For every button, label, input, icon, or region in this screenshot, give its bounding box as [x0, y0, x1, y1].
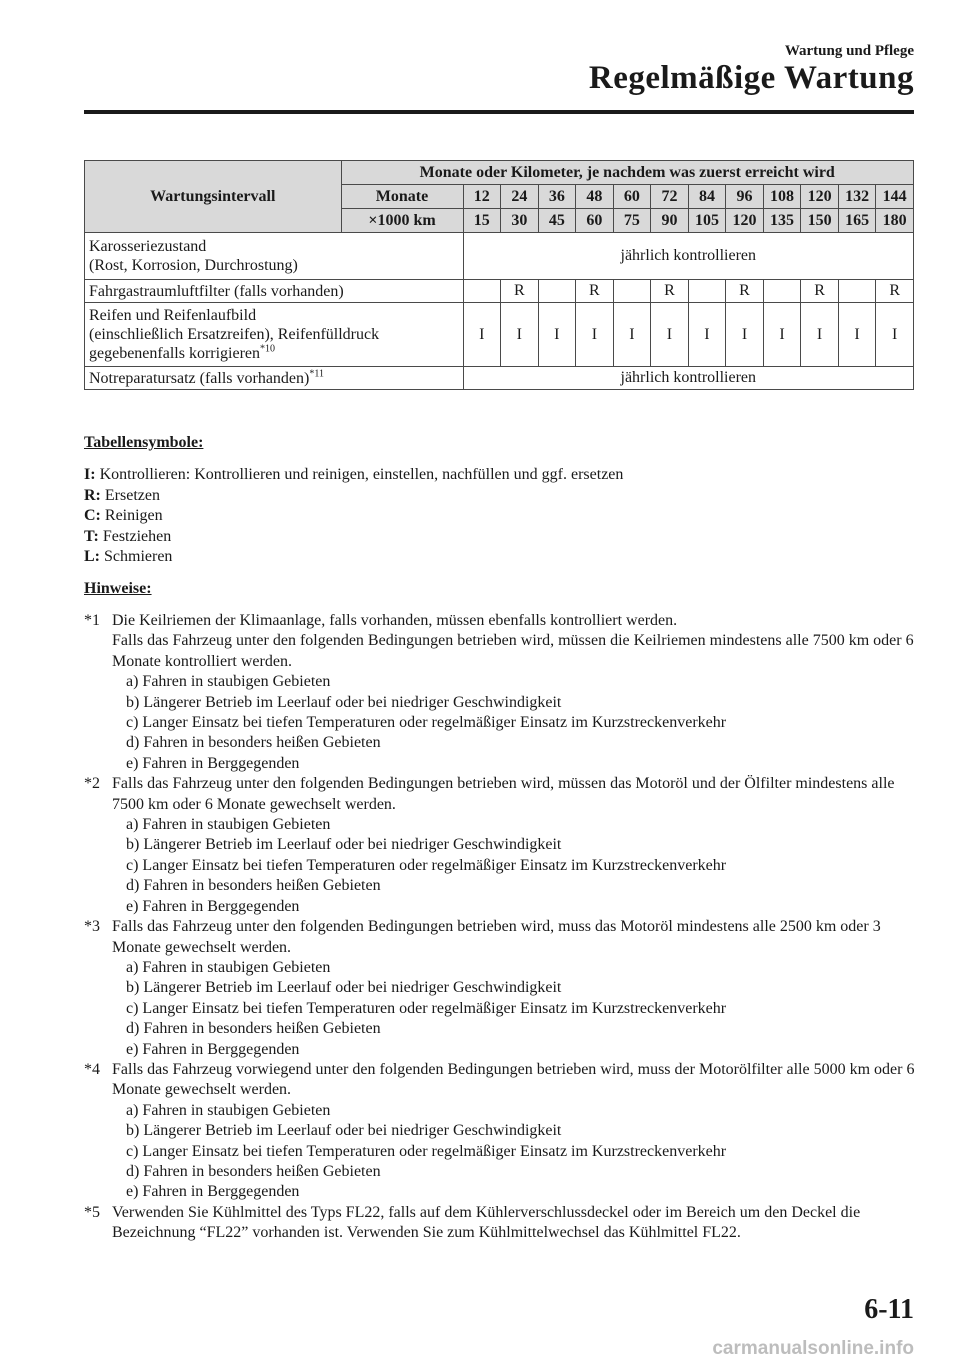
month-cell: 24: [501, 185, 539, 209]
note-text: Die Keilriemen der Klimaanlage, falls vorhanden, müssen ebenfalls kontrolliert werden.: [112, 612, 678, 629]
note-text: Falls das Fahrzeug vorwiegend unter den folgenden Bedingungen betrieben wird, muss der Motorölfilter alle 5000 km oder 6 Monate gewechselt werden.: [112, 1060, 915, 1099]
row-label-text: Notreparatursatz (falls vorhanden): [89, 369, 310, 387]
row-label-line: (einschließlich Ersatzreifen), Reifenfülldruck: [89, 326, 380, 343]
note-item: [84, 611, 920, 774]
legend-item: [84, 486, 623, 507]
month-cell: 132: [838, 185, 876, 209]
legend-text: Kontrollieren: Kontrollieren und reinigen, einstellen, nachfüllen und ggf. ersetzen: [99, 466, 624, 483]
value-cell: I: [613, 303, 651, 367]
value-cell: I: [876, 303, 914, 367]
legend-list: [84, 465, 623, 568]
legend-item: [84, 527, 623, 548]
note-text: Verwenden Sie Kühlmittel des Typs FL22, falls auf dem Kühlerverschlussdeckel oder im Bereich um den Deckel die Bezeichnung “FL22” vorhanden ist. Verwenden Sie zum Kühlmittelwechsel das Kühlmittel FL22.: [112, 1203, 861, 1242]
header-rule: [84, 110, 914, 114]
note-item: [84, 917, 920, 1060]
legend-text: Reinigen: [104, 507, 163, 524]
note-condition: a) Fahren in staubigen Gebieten: [126, 816, 331, 834]
legend-symbol: C:: [84, 507, 101, 524]
legend-item: [84, 547, 623, 568]
month-cell: 72: [651, 185, 689, 209]
note-condition: b) Längerer Betrieb im Leerlauf oder bei niedriger Geschwindigkeit: [126, 836, 562, 854]
note-condition: e) Fahren in Berggegenden: [126, 1183, 300, 1201]
km-cell: 105: [688, 209, 726, 233]
note-condition: e) Fahren in Berggegenden: [126, 754, 300, 772]
month-cell: 36: [538, 185, 576, 209]
interval-header: Wartungsintervall: [85, 161, 342, 233]
month-cell: 60: [613, 185, 651, 209]
table-row: [85, 303, 914, 367]
note-item: [84, 1203, 920, 1244]
legend-symbol: R:: [84, 486, 101, 504]
month-cell: 144: [876, 185, 914, 209]
row-label: Fahrgastraumluftfilter (falls vorhanden): [85, 280, 464, 303]
note-condition: b) Längerer Betrieb im Leerlauf oder bei niedriger Geschwindigkeit: [126, 1122, 562, 1140]
note-condition: c) Langer Einsatz bei tiefen Temperaturen oder regelmäßiger Einsatz im Kurzstreckenverkehr: [126, 714, 727, 732]
note-condition: c) Langer Einsatz bei tiefen Temperaturen oder regelmäßiger Einsatz im Kurzstreckenverkehr: [126, 856, 727, 874]
row-label-line: Karosseriezustand: [89, 238, 207, 255]
table-row: [85, 367, 914, 390]
value-cell: I: [463, 303, 501, 367]
notes-list: [84, 611, 920, 1244]
km-cell: 90: [651, 209, 689, 233]
maintenance-table: [84, 160, 914, 390]
legend-symbol: I:: [84, 466, 96, 483]
page-number: 6-11: [864, 1294, 914, 1325]
km-cell: 135: [763, 209, 801, 233]
footnote-ref: *10: [260, 343, 276, 355]
note-item: [84, 774, 920, 917]
note-item: [84, 1060, 920, 1203]
value-cell: I: [763, 303, 801, 367]
legend-item: [84, 506, 623, 527]
note-condition: a) Fahren in staubigen Gebieten: [126, 673, 331, 691]
value-cell: [688, 280, 726, 303]
note-condition: b) Längerer Betrieb im Leerlauf oder bei niedriger Geschwindigkeit: [126, 979, 562, 997]
month-cell: 120: [801, 185, 839, 209]
notes-title: Hinweise:: [84, 580, 152, 597]
km-cell: 30: [501, 209, 539, 233]
note-condition: a) Fahren in staubigen Gebieten: [126, 1101, 331, 1119]
km-cell: 150: [801, 209, 839, 233]
month-cell: 12: [463, 185, 501, 209]
table-header-row: [85, 161, 914, 185]
legend-title: Tabellensymbole:: [84, 434, 204, 451]
note-text: Falls das Fahrzeug unter den folgenden Bedingungen betrieben wird, muss das Motoröl mindestens alle 2500 km oder 3 Monate gewechselt werden.: [112, 918, 881, 956]
value-cell: I: [801, 303, 839, 367]
note-condition: a) Fahren in staubigen Gebieten: [126, 958, 331, 976]
footnote-ref: *11: [309, 368, 324, 380]
legend-text: Festziehen: [102, 527, 172, 545]
legend-item: [84, 465, 623, 486]
value-cell: [538, 280, 576, 303]
row-label-line: (Rost, Korrosion, Durchrostung): [89, 257, 298, 274]
note-condition: b) Längerer Betrieb im Leerlauf oder bei niedriger Geschwindigkeit: [126, 693, 562, 711]
row-label: [85, 367, 464, 390]
value-cell: R: [651, 280, 689, 303]
value-cell: [838, 280, 876, 303]
legend-symbol: L:: [84, 548, 100, 565]
value-cell: I: [726, 303, 764, 367]
km-cell: 180: [876, 209, 914, 233]
note-text: Falls das Fahrzeug unter den folgenden Bedingungen betrieben wird, müssen die Keilriemen mindestens alle 7500 km oder 6 Monate kontrolliert werden.: [112, 632, 914, 670]
month-cell: 48: [576, 185, 614, 209]
page-title: Regelmäßige Wartung: [588, 60, 914, 96]
value-cell: I: [576, 303, 614, 367]
row-label: [85, 303, 464, 367]
value-cell: I: [651, 303, 689, 367]
note-number: *1: [84, 612, 100, 629]
row-label-line: gegebenenfalls korrigieren: [89, 345, 261, 362]
legend-text: Ersetzen: [104, 486, 160, 504]
value-cell: I: [688, 303, 726, 367]
km-cell: 60: [576, 209, 614, 233]
legend-symbol: T:: [84, 527, 99, 545]
row-label: [85, 233, 464, 280]
period-header: Monate oder Kilometer, je nachdem was zuerst erreicht wird: [341, 161, 913, 185]
note-number: *3: [84, 918, 100, 936]
table-row: [85, 280, 914, 303]
months-label: Monate: [341, 185, 463, 209]
note-condition: c) Langer Einsatz bei tiefen Temperaturen oder regelmäßiger Einsatz im Kurzstreckenverkehr: [126, 1142, 727, 1160]
value-cell: R: [801, 280, 839, 303]
note-condition: d) Fahren in besonders heißen Gebieten: [126, 734, 381, 752]
row-label-line: Reifen und Reifenlaufbild: [89, 307, 257, 324]
note-number: *2: [84, 775, 100, 793]
note-text: Falls das Fahrzeug unter den folgenden Bedingungen betrieben wird, müssen das Motoröl und der Ölfilter mindestens alle 7500 km oder 6 Monate gewechselt werden.: [112, 775, 895, 813]
value-cell: R: [501, 280, 539, 303]
value-cell: [613, 280, 651, 303]
span-cell: jährlich kontrollieren: [463, 367, 913, 390]
note-condition: c) Langer Einsatz bei tiefen Temperaturen oder regelmäßiger Einsatz im Kurzstreckenverkehr: [126, 999, 727, 1017]
value-cell: I: [538, 303, 576, 367]
km-cell: 165: [838, 209, 876, 233]
km-cell: 75: [613, 209, 651, 233]
watermark: carmanualsonline.info: [712, 1338, 914, 1359]
note-number: *5: [84, 1203, 100, 1221]
km-cell: 45: [538, 209, 576, 233]
span-cell: jährlich kontrollieren: [463, 233, 913, 280]
value-cell: I: [501, 303, 539, 367]
note-condition: e) Fahren in Berggegenden: [126, 897, 300, 915]
note-condition: e) Fahren in Berggegenden: [126, 1040, 300, 1058]
km-cell: 120: [726, 209, 764, 233]
month-cell: 96: [726, 185, 764, 209]
km-label: ×1000 km: [341, 209, 463, 233]
note-condition: d) Fahren in besonders heißen Gebieten: [126, 1162, 381, 1180]
value-cell: R: [876, 280, 914, 303]
value-cell: R: [576, 280, 614, 303]
value-cell: I: [838, 303, 876, 367]
km-cell: 15: [463, 209, 501, 233]
value-cell: R: [726, 280, 764, 303]
month-cell: 108: [763, 185, 801, 209]
note-condition: d) Fahren in besonders heißen Gebieten: [126, 877, 381, 895]
section-header: Wartung und Pflege: [784, 43, 914, 59]
value-cell: [763, 280, 801, 303]
note-number: *4: [84, 1060, 100, 1078]
month-cell: 84: [688, 185, 726, 209]
note-condition: d) Fahren in besonders heißen Gebieten: [126, 1020, 381, 1038]
table-row: [85, 233, 914, 280]
value-cell: [463, 280, 501, 303]
legend-text: Schmieren: [104, 548, 173, 565]
